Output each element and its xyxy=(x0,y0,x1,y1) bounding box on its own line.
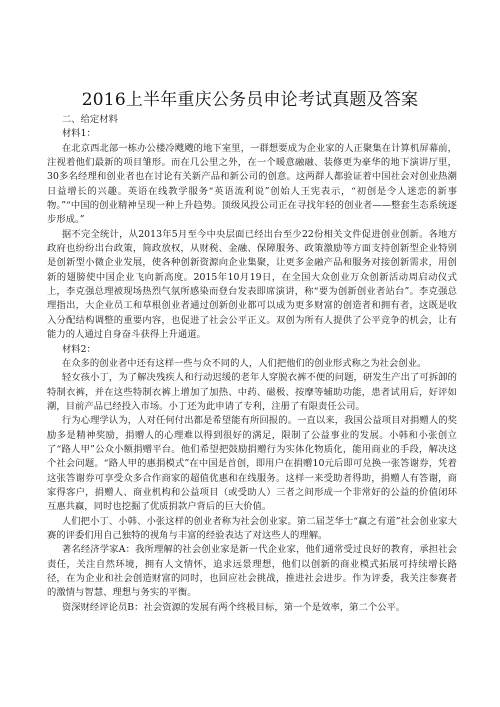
page-title: 2016上半年重庆公务员申论考试真题及答案 xyxy=(81,90,419,110)
paragraph: 材料1： xyxy=(61,128,96,140)
paragraph: 著名经济学家A：我所理解的社会创业家是新一代企业家，他们通常受过良好的教育，承担社会责任，关注自然环境，拥有人文情怀，追求远景理想，他们以创新的商业模式拓展可持续增长路径，在为企业和社会创造财富的同时，也回应社会挑战，推进社会进步。作为评委，我关注参赛者的激情与智慧、理想与务实的平衡。 xyxy=(47,544,457,599)
paragraph: 据不完全统计，从2013年5月至今中央层面已经出台至少22份相关文件促进创业创新。各地方政府也纷纷出台政策，简政放权，从财税、金融、保障服务、政策激励等方面支持创新型企业特别是创新型小微企业发展，使各种创新资源向企业集聚，让更多金融产品和服务对接创新需求，用创新的翅膀使中国企业飞向新高度。2015年10月19日，在全国大众创业万众创新活动周启动仪式上，李克强总理被现场热烈气氛所感染而登台发表即席演讲，称“要为创新创业者站台”。李克强总理指出，大企业员工和草根创业者通过创新创业都可以成为更多财富的创造者和拥有者，这既是收入分配结构调整的重要内容，也促进了社会公平正义。双创为所有人提供了公平竞争的机会，让有能力的人通过自身奋斗获得上升通道。 xyxy=(47,228,457,341)
paragraph: 人们把小丁、小韩、小张这样的创业者称为社会创业家。第二届芝华士“赢之有道”社会创业家大赛的评委们用自己独特的视角与丰富的经验表达了对这些人的理解。 xyxy=(47,515,457,541)
paragraph: 在北京西北部一栋办公楼冷飕飕的地下室里，一群想要成为企业家的人正聚集在计算机屏幕前，注视着他们最新的项目雏形。而在几公里之外，在一个暖意融融、装修更为豪华的地下演讲厅里，30多名经理和创业者也在讨论有关新产品和新公司的创意。这两群人都验证着中国社会对创业热潮日益增长的兴趣。英语在线教学服务“英语流利说”创始人王宪表示，“初创是令人迷恋的新事物。”“中国的创业精神呈现一种上升趋势。顶级风投公司正在寻找年轻的创业者——整套生态系统逐步形成。” xyxy=(47,142,457,226)
paragraph: 材料2： xyxy=(61,343,96,355)
paragraph: 二、给定材料 xyxy=(61,114,118,125)
document-body xyxy=(47,113,457,615)
paragraph: 轻女孩小丁，为了解决残疾人和行动迟缓的老年人穿脱衣裤不便的问题，研发生产出了可拆卸的特制衣裤，并在这些特制衣裤上增加了加热、中药、磁极、按摩等辅助功能，患者试用后，好评如潮，目前产品已经投入市场。小丁还为此申请了专利，注册了有限责任公司。 xyxy=(47,372,457,412)
paragraph: 行为心理学认为，人对任何付出都是希望能有所回报的。一直以来，我国公益项目对捐赠人的奖励多是精神奖励，捐赠人的心理难以得到很好的满足，限制了公益事业的发展。小韩和小张创立了“路人甲”公众小额捐赠平台。他们希望把鼓励捐赠行为实体化物质化，能用商业的手段，解决这个社会问题。“路人甲的惠捐模式”在中国是首创，即用户在捐赠10元后即可兑换一张答谢券，凭着这张答谢券可享受众多合作商家的超值优惠和在线服务。这样一来受助者得助，捐赠人有答谢，商家得客户，捐赠人、商业机构和公益项目（或受助人）三者之间形成一个非常好的公益的价值闭环互惠共赢，同时也挖掘了优质捐款户背后的巨大价值。 xyxy=(47,415,457,513)
paragraph: 资深财经评论员B：社会资源的发展有两个终极目标，第一个是效率，第二个公平。 xyxy=(61,601,406,613)
paragraph: 在众多的创业者中还有这样一些与众不同的人，人们把他们的创业形式称之为社会创业。 xyxy=(61,357,427,369)
